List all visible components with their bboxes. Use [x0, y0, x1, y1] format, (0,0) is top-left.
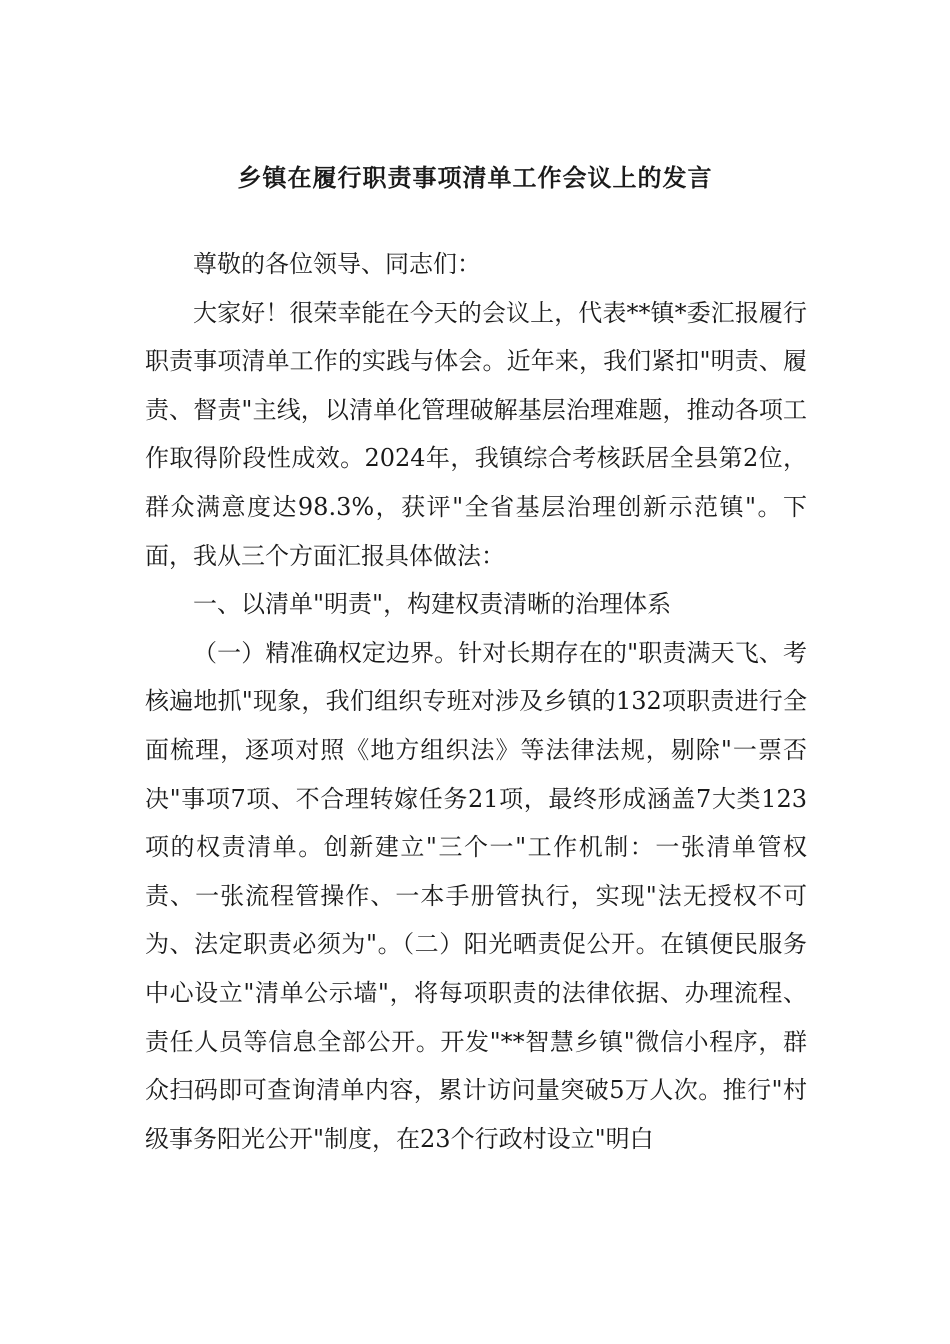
document-title: 乡镇在履行职责事项清单工作会议上的发言: [237, 163, 713, 192]
document-body: [145, 240, 807, 1163]
section-body-paragraph: （一）精准确权定边界。针对长期存在的"职责满天飞、考核遍地抓"现象，我们组织专班对涉及乡镇的132项职责进行全面梳理，逐项对照《地方组织法》等法律法规，剔除"一票否决"事项7项、不合理转嫁任务21项，最终形成涵盖7大类123项的权责清单。创新建立"三个一"工作机制：一张清单管权责、一张流程管操作、一本手册管执行，实现"法无授权不可为、法定职责必须为"。（二）阳光晒责促公开。在镇便民服务中心设立"清单公示墙"，将每项职责的法律依据、办理流程、责任人员等信息全部公开。开发"**智慧乡镇"微信小程序，群众扫码即可查询清单内容，累计访问量突破5万人次。推行"村级事务阳光公开"制度，在23个行政村设立"明白: [145, 638, 807, 1153]
section-heading: 一、以清单"明责"，构建权责清晰的治理体系: [193, 590, 672, 619]
salutation-paragraph: 尊敬的各位领导、同志们：: [193, 250, 481, 278]
opening-paragraph: 大家好！很荣幸能在今天的会议上，代表**镇*委汇报履行职责事项清单工作的实践与体会。近年来，我们紧扣"明责、履责、督责"主线，以清单化管理破解基层治理难题，推动各项工作取得阶段性成效。2024年，我镇综合考核跃居全县第2位，群众满意度达98.3%，获评"全省基层治理创新示范镇"。下面，我从三个方面汇报具体做法：: [145, 298, 807, 570]
